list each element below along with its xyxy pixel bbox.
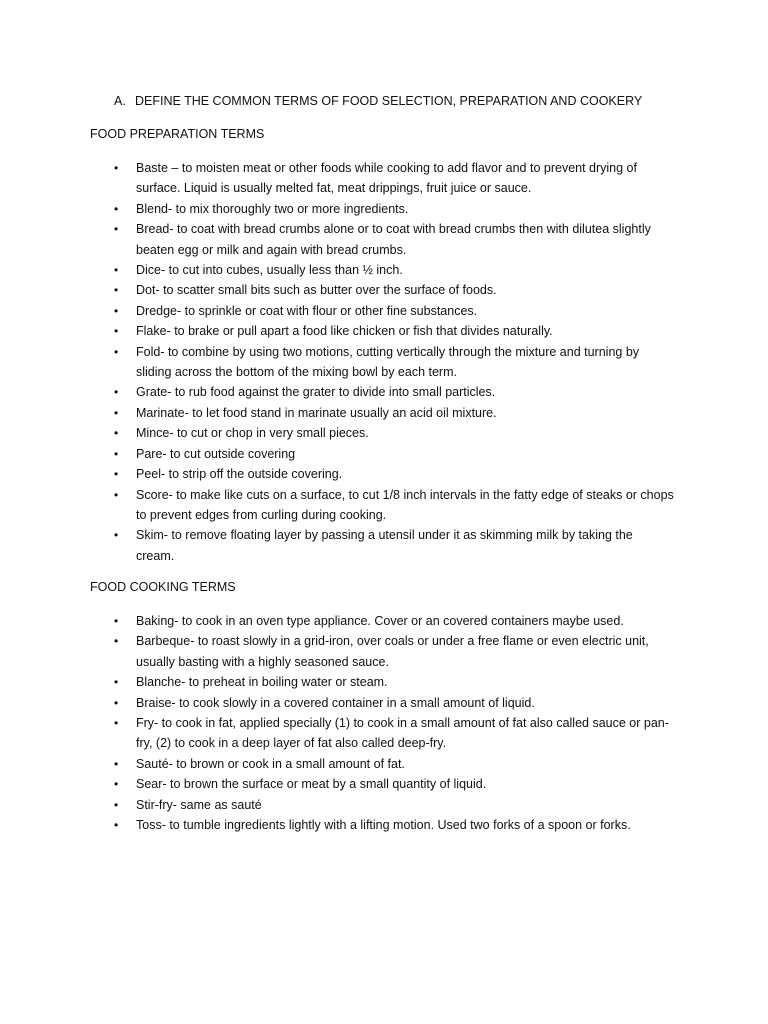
heading-text: DEFINE THE COMMON TERMS OF FOOD SELECTION, PREPARATION AND COOKERY: [135, 94, 643, 108]
bullet-icon: •: [114, 344, 119, 359]
list-item: [114, 444, 674, 464]
term-definition: Braise- to cook slowly in a covered container in a small amount of liquid.: [136, 695, 535, 710]
term-definition: Flake- to brake or pull apart a food like chicken or fish that divides naturally.: [136, 324, 553, 339]
cooking-terms-title: FOOD COOKING TERMS: [90, 580, 236, 594]
term-definition: Pare- to cut outside covering: [136, 446, 296, 461]
list-item: [114, 464, 674, 484]
term-definition: Fry- to cook in fat, applied specially (1) to cook in a small amount of fat also called sauce or pan-fry, (2) to cook in a deep layer of fat also called deep-fry.: [136, 716, 669, 751]
term-definition: Fold- to combine by using two motions, cutting vertically through the mixture and turning by sliding across the bottom of the mixing bowl by each term.: [136, 344, 640, 380]
heading-marker: A.: [114, 94, 126, 108]
bullet-icon: •: [114, 634, 119, 649]
term-definition: Skim- to remove floating layer by passing a utensil under it as skimming milk by taking the cream.: [136, 528, 633, 563]
term-definition: Baste – to moisten meat or other foods while cooking to add flavor and to prevent drying of surface. Liquid is usually melted fat, meat drippings, fruit juice or sauce.: [136, 161, 637, 196]
term-definition: Baking- to cook in an oven type appliance. Cover or an covered containers maybe used.: [136, 614, 624, 628]
list-item: [114, 158, 674, 199]
bullet-icon: •: [114, 614, 119, 628]
list-item: [114, 672, 674, 692]
bullet-icon: •: [114, 446, 119, 461]
bullet-icon: •: [114, 201, 119, 216]
bullet-icon: •: [114, 405, 119, 420]
list-item: [114, 403, 674, 423]
bullet-icon: •: [114, 695, 119, 710]
term-definition: Score- to make like cuts on a surface, to cut 1/8 inch intervals in the fatty edge of steaks or chops to prevent edges from curling during cooking.: [136, 487, 674, 522]
bullet-icon: •: [114, 756, 119, 771]
bullet-icon: •: [114, 324, 119, 339]
term-definition: Dice- to cut into cubes, usually less than ½ inch.: [136, 263, 403, 278]
term-definition: Blend- to mix thoroughly two or more ingredients.: [136, 201, 409, 216]
term-definition: Mince- to cut or chop in very small pieces.: [136, 426, 369, 441]
term-definition: Sauté- to brown or cook in a small amount of fat.: [136, 756, 405, 771]
list-item: [114, 321, 674, 341]
list-item: [114, 774, 674, 794]
bullet-icon: •: [114, 467, 119, 482]
term-definition: Marinate- to let food stand in marinate usually an acid oil mixture.: [136, 405, 497, 420]
term-definition: Barbeque- to roast slowly in a grid-iron, over coals or under a free flame or even electric unit, usually basting with a highly seasoned sauce.: [136, 634, 649, 669]
bullet-icon: •: [114, 222, 119, 237]
list-item: [114, 611, 674, 631]
list-item: [114, 795, 674, 815]
bullet-icon: •: [114, 487, 119, 502]
term-definition: Dredge- to sprinkle or coat with flour or other fine substances.: [136, 303, 478, 318]
list-item: [114, 693, 674, 713]
list-item: [114, 219, 674, 260]
list-item: [114, 631, 674, 672]
bullet-icon: •: [114, 777, 119, 792]
list-item: [114, 423, 674, 443]
list-item: [114, 754, 674, 774]
list-item: [114, 815, 674, 835]
bullet-icon: •: [114, 797, 119, 812]
bullet-icon: •: [114, 818, 119, 833]
bullet-icon: •: [114, 283, 119, 298]
bullet-icon: •: [114, 528, 119, 543]
term-definition: Toss- to tumble ingredients lightly with a lifting motion. Used two forks of a spoon or forks.: [136, 818, 631, 833]
cooking-terms-list: [114, 611, 674, 835]
list-item: [114, 485, 674, 526]
preparation-terms-title: FOOD PREPARATION TERMS: [90, 127, 265, 141]
bullet-icon: •: [114, 426, 119, 441]
list-item: [114, 199, 674, 219]
list-item: [114, 382, 674, 402]
bullet-icon: •: [114, 303, 119, 318]
list-item: [114, 280, 674, 300]
term-definition: Sear- to brown the surface or meat by a small quantity of liquid.: [136, 777, 487, 792]
term-definition: Bread- to coat with bread crumbs alone or to coat with bread crumbs then with dilutea slightly beaten egg or milk and again with bread crumbs.: [136, 222, 651, 257]
list-item: [114, 713, 674, 754]
bullet-icon: •: [114, 161, 119, 175]
preparation-terms-list: [114, 158, 674, 566]
list-item: [114, 301, 674, 321]
list-item: [114, 525, 674, 566]
bullet-icon: •: [114, 263, 119, 278]
term-definition: Stir-fry- same as sauté: [136, 797, 262, 812]
term-definition: Blanche- to preheat in boiling water or steam.: [136, 675, 388, 690]
term-definition: Peel- to strip off the outside covering.: [136, 467, 343, 482]
bullet-icon: •: [114, 385, 119, 400]
term-definition: Dot- to scatter small bits such as butter over the surface of foods.: [136, 283, 497, 298]
term-definition: Grate- to rub food against the grater to divide into small particles.: [136, 385, 496, 400]
section-heading-a: [114, 94, 642, 108]
list-item: [114, 260, 674, 280]
bullet-icon: •: [114, 675, 119, 690]
list-item: [114, 342, 674, 383]
bullet-icon: •: [114, 716, 119, 731]
